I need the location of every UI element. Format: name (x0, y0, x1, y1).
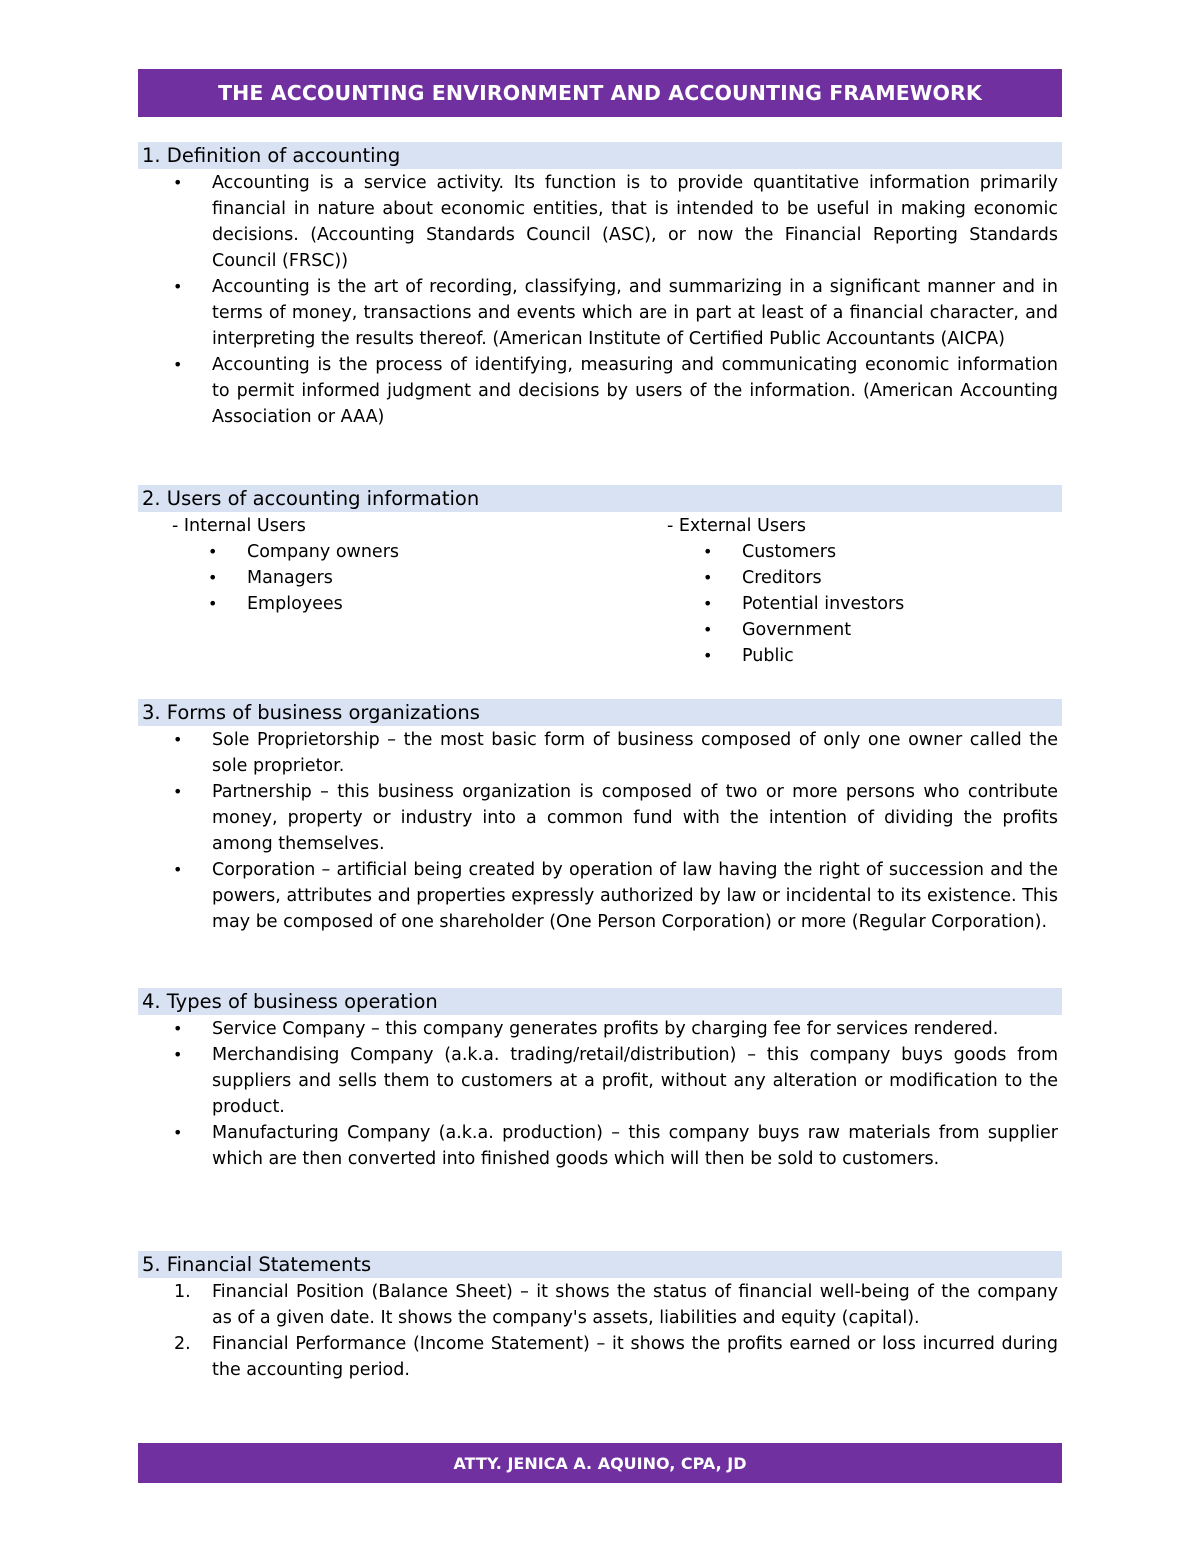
section-heading: 4. Types of business operation (138, 988, 1062, 1015)
internal-users-column (138, 513, 633, 669)
section-definition (138, 142, 1062, 430)
section-heading: 5. Financial Statements (138, 1251, 1062, 1278)
section-users (138, 485, 1062, 669)
section-heading: 3. Forms of business organizations (138, 699, 1062, 726)
internal-users-label: - Internal Users (172, 516, 306, 536)
list-item: Financial Performance (Income Statement) – it shows the profits earned or loss incurred during the accounting period. (212, 1334, 1058, 1380)
list-item: • Service Company – this company generates profits by charging fee for services rendered. (138, 1016, 1062, 1042)
forms-list (138, 727, 1062, 935)
list-item: • Government (633, 617, 1062, 643)
list-item: • Public (633, 643, 1062, 669)
list-item: • Accounting is the process of identifying, measuring and communicating economic information to permit informed judgment and decisions by users of the information. (American Accounting Association or AAA) (138, 352, 1062, 430)
list-item: • Potential investors (633, 591, 1062, 617)
list-item: • Corporation – artificial being created by operation of law having the right of succession and the powers, attributes and properties expressly authorized by law or incidental to its existence. This may be composed of one shareholder (One Person Corporation) or more (Regular Corporation). (138, 857, 1062, 935)
external-users-label: - External Users (667, 516, 807, 536)
list-item: • Merchandising Company (a.k.a. trading/retail/distribution) – this company buys goods from suppliers and sells them to customers at a profit, without any alteration or modification to the product. (138, 1042, 1062, 1120)
list-item: • Partnership – this business organization is composed of two or more persons who contribute money, property or industry into a common fund with the intention of dividing the profits among themselves. (138, 779, 1062, 857)
list-item: • Company owners (138, 539, 633, 565)
definition-list (138, 170, 1062, 430)
list-item: • Creditors (633, 565, 1062, 591)
external-users-list (633, 539, 1062, 669)
list-item: • Employees (138, 591, 633, 617)
internal-users-list (138, 539, 633, 617)
section-statements (138, 1251, 1062, 1383)
list-item: • Accounting is a service activity. Its function is to provide quantitative information primarily financial in nature about economic entities, that is intended to be useful in making economic decisions. (Accounting Standards Council (ASC), or now the Financial Reporting Standards Council (FRSC)) (138, 170, 1062, 274)
statements-list (138, 1279, 1062, 1383)
list-item: • Manufacturing Company (a.k.a. production) – this company buys raw materials from supplier which are then converted into finished goods which will then be sold to customers. (138, 1120, 1062, 1172)
types-list (138, 1016, 1062, 1172)
section-heading: 2. Users of accounting information (138, 485, 1062, 512)
list-item: Financial Position (Balance Sheet) – it shows the status of financial well-being of the company as of a given date. It shows the company's assets, liabilities and equity (capital). (212, 1282, 1058, 1328)
list-item: • Sole Proprietorship – the most basic form of business composed of only one owner called the sole proprietor. (138, 727, 1062, 779)
section-types (138, 988, 1062, 1172)
list-item: • Accounting is the art of recording, classifying, and summarizing in a significant manner and in terms of money, transactions and events which are in part at least of a financial character, and interpreting the results thereof. (American Institute of Certified Public Accountants (AICPA) (138, 274, 1062, 352)
document-footer: ATTY. JENICA A. AQUINO, CPA, JD (138, 1443, 1062, 1483)
section-forms (138, 699, 1062, 935)
users-columns (138, 513, 1062, 669)
section-heading: 1. Definition of accounting (138, 142, 1062, 169)
list-item: • Managers (138, 565, 633, 591)
external-users-column (633, 513, 1062, 669)
document-title: THE ACCOUNTING ENVIRONMENT AND ACCOUNTING FRAMEWORK (138, 69, 1062, 117)
list-item: • Customers (633, 539, 1062, 565)
